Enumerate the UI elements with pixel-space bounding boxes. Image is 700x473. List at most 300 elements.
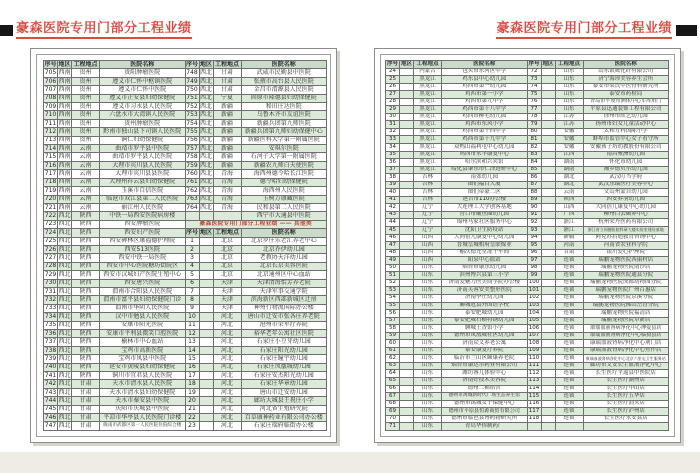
table-cell: 遵义市仁怀中医院 — [100, 86, 186, 94]
table-cell: 734 — [44, 312, 57, 320]
table-cell: 烟台市康达尔药业有限公司 — [442, 362, 528, 370]
table-cell: 鸡西市永丰康复中心 — [442, 151, 528, 159]
table-cell — [541, 196, 555, 204]
table-cell: 汉中市勉县人民医院 — [100, 313, 186, 321]
table-cell: 3 — [185, 254, 199, 262]
table-row — [386, 211, 669, 219]
table-cell: 13 — [185, 338, 199, 346]
table-cell: 济南芙蓉安美整形医院 — [442, 287, 528, 295]
table-cell: 750 — [186, 85, 198, 93]
table-cell: 黑龙江 — [414, 151, 442, 159]
table-cell: 陕西 — [72, 330, 100, 338]
table-cell: 铜仁妇幼保健院 — [100, 136, 186, 144]
table-cell: 92 — [527, 219, 541, 227]
table-cell — [199, 304, 213, 312]
table-cell — [541, 181, 555, 189]
table-cell: 甘肃 — [213, 77, 241, 85]
table-cell: 51 — [386, 272, 400, 280]
table-cell: 长生医疗汕头店 — [583, 400, 669, 408]
table-cell: 77 — [527, 106, 541, 114]
table-cell: 山东 — [414, 279, 442, 287]
table-cell: 鸡西市第十八中学 — [442, 106, 528, 114]
table-cell: 临沧市双江县第二人民医院 — [100, 195, 186, 203]
table-row — [44, 422, 327, 431]
table-cell: 新疆 — [213, 161, 241, 169]
table-cell: 西安513医院 — [100, 245, 186, 253]
table-cell — [400, 189, 414, 197]
table-row — [44, 212, 327, 220]
table-cell — [199, 237, 213, 245]
table-cell: 112 — [528, 369, 540, 376]
table-cell — [541, 332, 555, 340]
table-row — [44, 77, 327, 85]
table-cell: 图们帝豪二区 — [442, 189, 528, 197]
table-cell: 中铁一局西安医院病房楼 — [100, 212, 186, 220]
table-cell: 聊城冠县外国语学校 — [442, 302, 528, 310]
column-header: 序号 — [44, 60, 57, 68]
table-row — [44, 86, 327, 94]
table-cell: 河北省生殖研究院 — [241, 405, 327, 413]
table-cell: 河北 — [213, 372, 241, 380]
table-cell: 新疆 — [555, 234, 583, 242]
table-cell: 西北 — [199, 169, 212, 177]
column-header: 地区 — [542, 60, 554, 67]
table-cell: 17 — [185, 372, 199, 380]
table-cell: 榆次德元堂冻干车间 — [442, 249, 528, 257]
table-cell: 河北 — [213, 414, 241, 422]
table-cell: 河北 — [213, 346, 241, 354]
table-cell: 黑龙江 — [414, 83, 442, 91]
table-cell: 北京 — [213, 271, 241, 279]
table-cell — [400, 287, 414, 295]
table-cell: 西南 — [58, 161, 71, 169]
table-cell: 贵州 — [72, 128, 100, 136]
table-cell — [541, 362, 555, 370]
table-cell: 大理州祥云县妇幼保健院 — [100, 178, 186, 186]
column-header: 序号 — [386, 60, 398, 67]
table-cell: 19 — [185, 388, 199, 396]
table-cell: 6 — [185, 279, 199, 287]
table-cell: 遵义市正安县妇幼保健院 — [100, 94, 186, 102]
table-cell: 新疆 — [213, 145, 241, 153]
table-row — [386, 166, 669, 174]
table-cell: 云南 — [72, 145, 100, 153]
table-cell: 70 — [386, 415, 400, 423]
table-cell: 黑龙江 — [414, 128, 442, 136]
table-cell: 728 — [44, 262, 57, 270]
table-cell: 济南好技术美容院 — [442, 377, 528, 385]
table-cell: 石家庄安杰阳光幼儿园 — [241, 372, 327, 380]
column-header: 地区 — [199, 228, 212, 236]
table-row — [386, 347, 669, 355]
table-cell: 延吉市110办公楼 — [442, 196, 528, 204]
table-cell: 天津清海怡芳养老院 — [241, 279, 327, 287]
table-cell: 754 — [186, 119, 198, 127]
table-cell: 66 — [386, 385, 400, 393]
table-cell: 758 — [186, 153, 198, 161]
table-cell: 西安碑林区康福德护理院 — [100, 237, 186, 245]
table-cell: 德州市平原县恒源商贸有限公司 — [442, 408, 528, 416]
table-cell: 西北 — [58, 396, 71, 404]
table-cell: 康瑞血液肾病净化中心博爱县店 — [583, 325, 669, 333]
table-cell: 临沂市兰山区颐康养老院 — [442, 355, 528, 363]
table-cell — [400, 166, 414, 174]
table-row — [386, 264, 669, 272]
table-row — [386, 83, 669, 91]
table-cell: 西安唐兴医院 — [100, 279, 186, 287]
table-cell: 747 — [44, 422, 57, 430]
table-cell: 25 — [386, 76, 400, 84]
table-cell: 732 — [44, 296, 57, 304]
table-cell: 西北 — [199, 111, 212, 119]
table-cell: 83 — [527, 151, 541, 159]
section-banner: 豪森医院专用门部分工程业绩 —— 其他类 — [185, 220, 327, 228]
table-cell: 733 — [44, 304, 57, 312]
table-row — [44, 287, 327, 295]
table-cell — [400, 362, 414, 370]
table-cell: 61 — [386, 347, 400, 355]
table-cell: 715 — [44, 153, 57, 161]
table-row — [44, 380, 327, 388]
table-row — [44, 145, 327, 153]
table-cell: 86 — [527, 174, 541, 182]
table-cell: 723 — [44, 220, 57, 228]
table-cell: 海西州德令哈长江医院 — [241, 170, 327, 178]
table-cell — [400, 98, 414, 106]
table-cell: 105 — [528, 317, 540, 324]
table-cell: 裕华老年公寓社区医院 — [241, 330, 327, 338]
table-cell: 天水市秦安县中医院 — [100, 397, 186, 405]
table-cell: 西北 — [199, 94, 212, 102]
table-cell: 黑龙江 — [414, 91, 442, 99]
table-cell: 天津 — [213, 296, 241, 304]
table-row — [44, 338, 327, 346]
table-cell: 长生医疗潮州店 — [583, 377, 669, 385]
table-cell: 甘肃 — [213, 86, 241, 94]
table-cell: 天津军事交通学院 — [241, 287, 327, 295]
table-cell: 新疆农九师白天使医院 — [241, 161, 327, 169]
table-cell: 24 — [386, 68, 400, 76]
table-cell: 德令哈妇幼保健院 — [241, 178, 327, 186]
table-cell — [400, 385, 414, 393]
table-row — [44, 103, 327, 111]
table-cell: 西北 — [58, 287, 71, 295]
table-cell: 95 — [527, 242, 541, 250]
table-cell: 安徽孩子坊幼教股份有限公司 — [583, 144, 669, 152]
table-cell: 北京乔伊幼儿园 — [241, 245, 327, 253]
table-cell: 80 — [527, 128, 541, 136]
table-cell — [541, 83, 555, 91]
table-cell — [541, 242, 555, 250]
table-cell: 90 — [527, 204, 541, 212]
table-cell: 西北 — [58, 254, 71, 262]
table-cell: 黑龙江 — [414, 136, 442, 144]
table-cell: 黑龙江 — [414, 106, 442, 114]
table-cell — [541, 98, 555, 106]
table-cell: 101 — [528, 286, 540, 293]
table-cell: 双鸭山福利屯中心幼儿园 — [442, 144, 528, 152]
table-cell: 安徽 — [555, 144, 583, 152]
table-cell: 大连理工大学创客基地 — [442, 204, 528, 212]
table-row — [386, 408, 669, 416]
table-cell: 740 — [44, 363, 57, 371]
table-cell: 108 — [528, 339, 540, 346]
table-cell: 719 — [44, 186, 57, 194]
table-cell: 91 — [527, 211, 541, 219]
table-cell: 黑龙江 — [414, 121, 442, 129]
table-cell: 贵州 — [72, 94, 100, 102]
table-cell — [541, 159, 555, 167]
table-cell: 68 — [386, 400, 400, 408]
table-cell: 北京 — [213, 262, 241, 270]
table-cell: 连锁 — [555, 264, 583, 272]
table-cell — [541, 219, 555, 227]
table-row — [386, 128, 669, 136]
table-cell: 神州行物流国际办公楼 — [241, 304, 327, 312]
table-cell — [400, 91, 414, 99]
column-header: 医院名称 — [241, 61, 327, 69]
table-cell — [199, 346, 213, 354]
table-cell: 大理市宾川县人民医院 — [100, 161, 186, 169]
table-cell: 陕西 — [72, 262, 100, 270]
table-cell: 鸡西市第一小学 — [442, 91, 528, 99]
table-cell: 西北 — [199, 186, 212, 194]
table-cell: 湖南 — [555, 159, 583, 167]
table-row — [44, 296, 327, 304]
table-cell: 53 — [386, 287, 400, 295]
table-cell: 柳州白云颐养中心 — [583, 211, 669, 219]
table-row — [386, 227, 669, 235]
table-cell — [400, 68, 414, 76]
table-cell: 西北 — [58, 380, 71, 388]
table-cell: 徐州市欣艺幼儿园 — [583, 113, 669, 121]
table-cell — [541, 174, 555, 182]
table-cell: 沧州市荣军疗养院 — [241, 321, 327, 329]
table-cell: 云南 — [72, 187, 100, 195]
table-row — [386, 174, 669, 182]
table-cell: 新疆 — [213, 128, 241, 136]
table-cell: 新疆 — [213, 136, 241, 144]
table-cell: 甘肃 — [72, 380, 100, 388]
table-row — [386, 91, 669, 99]
table-cell: 751 — [186, 94, 198, 102]
table-cell — [199, 405, 213, 413]
table-header-row — [386, 61, 669, 69]
table-cell: 瑞鹏宠物医院广州百惠店 — [583, 287, 669, 295]
column-header: 工程地点 — [214, 60, 239, 68]
table-row — [386, 234, 669, 242]
table-cell: 陕西 — [72, 287, 100, 295]
table-cell: 西宁市大通县中医院 — [241, 212, 327, 220]
table-cell: 113 — [528, 377, 540, 384]
table-cell: 新疆 — [213, 103, 241, 111]
table-cell: 西北 — [199, 195, 212, 203]
table-cell: 北京 — [213, 254, 241, 262]
table-cell: 安徽 — [555, 128, 583, 136]
table-cell: 乌鲁木齐市友谊医院 — [241, 111, 327, 119]
table-cell: 北京长京美容医院 — [241, 262, 327, 270]
table-cell — [541, 136, 555, 144]
table-cell: 43 — [386, 211, 400, 219]
table-cell — [400, 83, 414, 91]
table-cell — [199, 279, 213, 287]
table-cell: 79 — [527, 121, 541, 129]
table-cell — [541, 166, 555, 174]
table-cell: 西北 — [58, 321, 71, 329]
table-cell: 滨海新区西部新城区迁房 — [241, 296, 327, 304]
table-cell: 706 — [44, 77, 57, 85]
table-cell: 泰安肥城石横特钢幼儿园 — [442, 317, 528, 325]
table-cell: 山东 — [414, 340, 442, 348]
table-cell: 71 — [386, 423, 400, 431]
table-cell: 738 — [44, 346, 57, 354]
table-cell: 德州市凤凰城社区幼儿园 — [442, 332, 528, 340]
table-cell: 百草康神药业有限公司办公楼 — [241, 414, 327, 422]
table-cell: 山东 — [414, 310, 442, 318]
table-row — [386, 68, 669, 76]
table-cell: 744 — [44, 396, 57, 404]
table-cell: 62 — [386, 355, 400, 363]
table-cell: 110 — [528, 354, 540, 361]
table-cell: 吉林 — [414, 196, 442, 204]
table-cell: 山东 — [414, 400, 442, 408]
table-row — [44, 153, 327, 161]
table-cell — [541, 272, 555, 280]
table-cell: 康瑞血液肾病净化中心临猗县店 — [583, 332, 669, 340]
table-cell: 河北 — [213, 422, 241, 431]
table-cell: 陕西 — [72, 355, 100, 363]
table-row — [44, 330, 327, 338]
table-cell: 730 — [44, 279, 57, 287]
table-cell: 河北 — [213, 313, 241, 321]
table-cell: 山东 — [414, 317, 442, 325]
column-header: 序号 — [185, 228, 198, 236]
table-cell — [541, 234, 555, 242]
table-cell — [541, 106, 555, 114]
table-cell: 78 — [527, 113, 541, 121]
table-cell: 12 — [185, 330, 199, 338]
table-cell: 32 — [386, 128, 400, 136]
table-cell: 西北 — [58, 413, 71, 421]
table-row — [386, 370, 669, 378]
table-cell — [199, 355, 213, 363]
table-cell: 晋城皇城相府皇联煤业 — [442, 242, 528, 250]
table-cell: 西北 — [199, 161, 212, 169]
table-cell: 包头市东河区中学 — [442, 68, 528, 76]
table-cell — [185, 212, 199, 220]
table-cell: 西北 — [58, 338, 71, 346]
table-cell: 西北 — [58, 371, 71, 379]
table-cell: 民和县第二人民医院 — [241, 203, 327, 211]
table-cell: 陕西 — [72, 279, 100, 287]
table-cell: 连锁 — [555, 393, 583, 401]
table-cell — [400, 355, 414, 363]
table-cell: 湖北 — [555, 174, 583, 182]
table-cell: 石家庄瞳宇幼儿园 — [241, 355, 327, 363]
table-cell: 山东 — [414, 302, 442, 310]
table-cell: 山东 — [414, 423, 442, 431]
table-cell — [541, 340, 555, 348]
table-cell: 36 — [386, 159, 400, 167]
table-cell: 连锁 — [555, 377, 583, 385]
table-cell: 50 — [386, 264, 400, 272]
table-cell: 山西 — [414, 242, 442, 250]
table-cell: 74 — [527, 83, 541, 91]
table-cell — [400, 370, 414, 378]
table-cell: 54 — [386, 294, 400, 302]
table-cell: 青海 — [213, 203, 241, 211]
table-cell: 北京罗庄乐老汇养老中心 — [241, 237, 327, 245]
table-cell — [541, 415, 555, 423]
table-cell — [400, 128, 414, 136]
table-cell: 72 — [527, 68, 541, 76]
table-cell — [199, 330, 213, 338]
table-cell: 西北 — [199, 203, 212, 211]
table-cell: 西安市中心医院糖坊街院区 — [100, 262, 186, 270]
table-cell: 扬州市妇女儿童活动中心 — [583, 121, 669, 129]
table-cell: 瑞鹏宠物医院通县分院 — [583, 272, 669, 280]
table-cell: 727 — [44, 254, 57, 262]
table-cell: 西安养羽幼儿园 — [583, 196, 669, 204]
table-cell: 38 — [386, 174, 400, 182]
table-cell: 太和万科国际小学 — [583, 128, 669, 136]
table-cell: 山东 — [414, 325, 442, 333]
table-cell: 57 — [386, 317, 400, 325]
table-cell: 743 — [44, 388, 57, 396]
table-cell: 鸡西市东风小学 — [442, 121, 528, 129]
table-cell: 济南众义养老公寓 — [442, 340, 528, 348]
table-cell: 康瑞血液肾病净化中心焦作店 — [583, 347, 669, 355]
table-cell: 711 — [44, 119, 57, 127]
table-cell: 鸡西市第十四中学 — [442, 128, 528, 136]
table-cell: 西北 — [58, 329, 71, 337]
table-cell: 浙江 — [555, 219, 583, 227]
table-cell — [541, 151, 555, 159]
table-cell: 山东银鹰化纤有限公司 — [583, 68, 669, 76]
table-cell — [400, 415, 414, 423]
table-cell: 遵义市仁怀中枢镇医院 — [100, 77, 186, 85]
table-row — [44, 397, 327, 405]
table-cell: 21 — [185, 405, 199, 413]
table-cell: 山东 — [414, 272, 442, 280]
table-cell: 青岛华侨制药厂 — [442, 423, 528, 431]
table-row — [44, 321, 327, 329]
table-cell: 88 — [527, 189, 541, 197]
column-header: 工程地点 — [214, 228, 239, 236]
table-cell: 德州市禹城新时代广场生态养生馆 — [442, 393, 528, 401]
table-cell: 丽江州人民医院 — [100, 203, 186, 211]
table-cell — [541, 121, 555, 129]
table-row — [386, 317, 669, 325]
table-cell: 长生医疗平遥县中医院店 — [583, 370, 669, 378]
table-cell: 713 — [44, 136, 57, 144]
table-cell: 贵州肿瘤医院 — [100, 119, 186, 127]
table-row — [44, 279, 327, 287]
table-cell: 55 — [386, 302, 400, 310]
table-cell: 761 — [186, 178, 198, 186]
table-cell: 1 — [185, 237, 199, 245]
table-cell: 陕西 — [72, 338, 100, 346]
table-cell: 陇南市武都区第一人民医院住院综合楼 — [100, 422, 186, 431]
table-cell: 山东 — [555, 91, 583, 99]
table-cell — [541, 68, 555, 76]
table-cell: 111 — [528, 362, 540, 369]
table-row — [44, 187, 327, 195]
table-cell: 鸡西市第十九中学 — [442, 136, 528, 144]
table-row — [386, 204, 669, 212]
table-cell — [541, 227, 555, 235]
table-cell: 张掖市高台县人民医院 — [241, 77, 327, 85]
